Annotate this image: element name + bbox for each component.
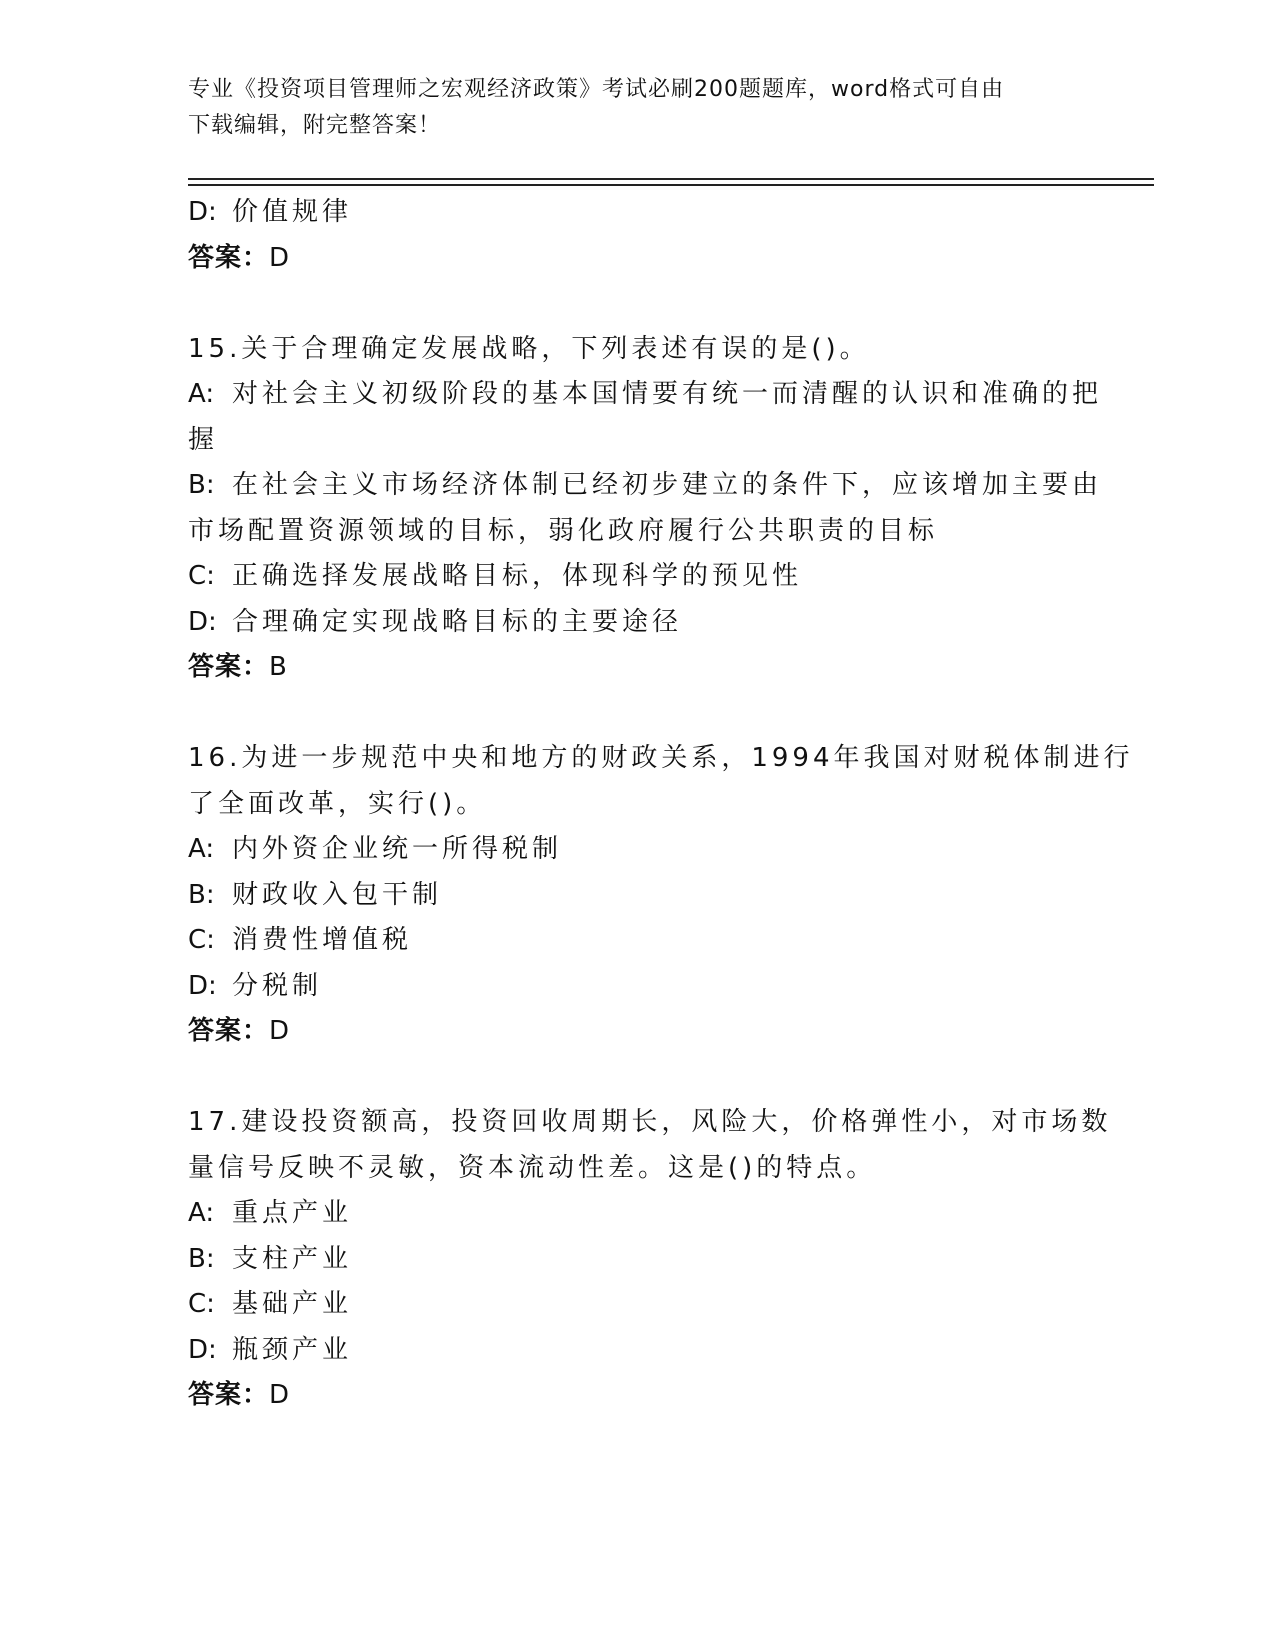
option-text: 支柱产业 bbox=[232, 1243, 353, 1274]
question-text-continued: 量信号反映不灵敏，资本流动性差。这是()的特点。 bbox=[188, 1152, 877, 1183]
question-text: 17.建设投资额高，投资回收周期长，风险大，价格弹性小，对市场数 bbox=[188, 1107, 1112, 1137]
option-b bbox=[188, 873, 1088, 919]
option-text: 财政收入包干制 bbox=[232, 879, 443, 910]
option-text: 瓶颈产业 bbox=[232, 1334, 353, 1365]
answer-label: 答案： bbox=[188, 242, 270, 273]
option-a bbox=[188, 372, 1103, 418]
answer bbox=[188, 1373, 1088, 1419]
question-text-continued: 了全面改革，实行()。 bbox=[188, 788, 487, 819]
answer-value: B bbox=[269, 652, 288, 682]
option-label: A: bbox=[188, 379, 215, 409]
option-label: B: bbox=[188, 879, 215, 910]
option-text: 正确选择发展战略目标，体现科学的预见性 bbox=[232, 561, 803, 591]
option-b-continued: 市场配置资源领域的目标，弱化政府履行公共职责的目标 bbox=[188, 515, 939, 546]
answer-label: 答案： bbox=[188, 652, 270, 682]
question-17 bbox=[188, 1100, 1112, 1419]
answer-label: 答案： bbox=[188, 1380, 270, 1410]
option-label: C: bbox=[188, 925, 215, 955]
question-16 bbox=[188, 736, 1134, 1055]
option-text: 重点产业 bbox=[232, 1198, 353, 1228]
option-label: D: bbox=[188, 970, 217, 1001]
question-spacer bbox=[188, 691, 1088, 737]
page-header bbox=[188, 72, 1068, 144]
option-a bbox=[188, 827, 1088, 873]
option-label: B: bbox=[188, 470, 215, 500]
answer-value: D bbox=[269, 242, 291, 273]
option-text: 在社会主义市场经济体制已经初步建立的条件下，应该增加主要由 bbox=[232, 470, 1103, 500]
question-spacer bbox=[188, 1055, 1088, 1101]
header-divider-bottom bbox=[188, 184, 1154, 186]
answer-value: D bbox=[269, 1380, 291, 1410]
option-text: 分税制 bbox=[232, 970, 323, 1001]
option-c bbox=[188, 554, 1088, 600]
option-text: 对社会主义初级阶段的基本国情要有统一而清醒的认识和准确的把 bbox=[232, 379, 1103, 409]
option-a-continued: 握 bbox=[188, 424, 219, 455]
answer bbox=[188, 645, 1088, 691]
option-text: 基础产业 bbox=[232, 1289, 353, 1319]
answer-value: D bbox=[269, 1016, 291, 1046]
option-label: A: bbox=[188, 834, 215, 864]
header-line-2: 下载编辑，附完整答案！ bbox=[188, 113, 442, 138]
option-d bbox=[188, 600, 1088, 646]
option-d bbox=[188, 964, 1088, 1010]
header-line-1: 专业《投资项目管理师之宏观经济政策》考试必刷200题题库，word格式可自由 bbox=[188, 77, 1005, 102]
option-a bbox=[188, 1191, 1088, 1237]
question-15 bbox=[188, 327, 1103, 691]
prev-answer bbox=[188, 236, 1088, 282]
prev-option-d bbox=[188, 190, 1088, 236]
answer bbox=[188, 1009, 1088, 1055]
option-label: D: bbox=[188, 197, 217, 227]
option-text: 价值规律 bbox=[232, 197, 353, 227]
option-label: B: bbox=[188, 1243, 215, 1274]
option-label: D: bbox=[188, 606, 217, 637]
header-divider-top bbox=[188, 178, 1154, 180]
answer-label: 答案： bbox=[188, 1016, 270, 1046]
question-text: 16.为进一步规范中央和地方的财政关系，1994年我国对财税体制进行 bbox=[188, 743, 1134, 773]
option-c bbox=[188, 1282, 1088, 1328]
option-label: C: bbox=[188, 561, 215, 591]
option-label: C: bbox=[188, 1289, 215, 1319]
option-label: D: bbox=[188, 1334, 217, 1365]
option-text: 合理确定实现战略目标的主要途径 bbox=[232, 606, 683, 637]
option-d bbox=[188, 1328, 1088, 1374]
question-text: 15.关于合理确定发展战略，下列表述有误的是()。 bbox=[188, 333, 870, 364]
option-text: 消费性增值税 bbox=[232, 925, 413, 955]
question-spacer bbox=[188, 281, 1088, 327]
question-content bbox=[188, 190, 1134, 1419]
option-b bbox=[188, 1237, 1088, 1283]
option-label: A: bbox=[188, 1198, 215, 1228]
option-b bbox=[188, 463, 1103, 509]
option-text: 内外资企业统一所得税制 bbox=[232, 834, 563, 864]
option-c bbox=[188, 918, 1088, 964]
